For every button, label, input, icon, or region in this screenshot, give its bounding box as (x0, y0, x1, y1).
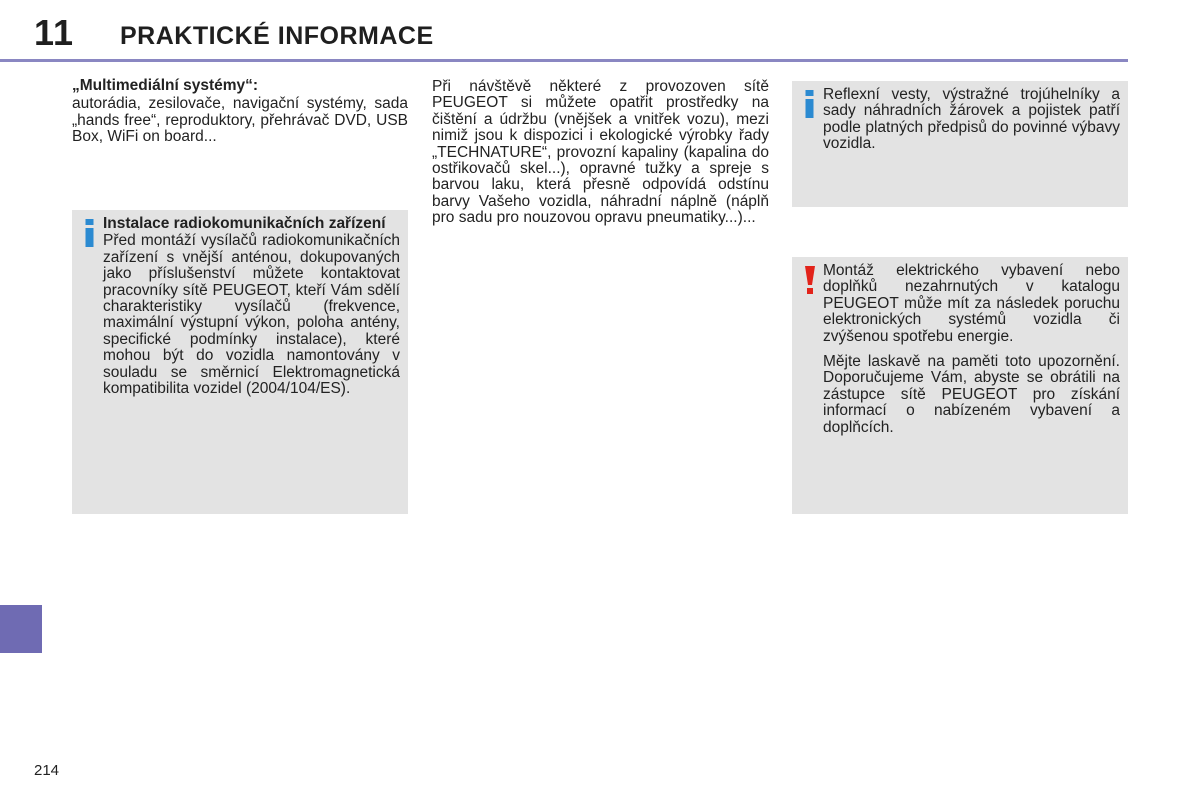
warning-box-body (823, 263, 1120, 436)
info-icon (82, 218, 98, 248)
multimedia-heading: „Multimediální systémy“: (72, 77, 259, 94)
info-box-vests-body (823, 87, 1120, 153)
info-box-radio-title: Instalace radiokomunikačních zařízení (103, 215, 386, 232)
header-rule (0, 59, 1128, 62)
chapter-title: PRAKTICKÉ INFORMACE (120, 22, 434, 50)
page-number: 214 (34, 762, 60, 779)
chapter-number: 11 (34, 12, 75, 53)
warning-paragraph-1: Montáž elektrického vybavení nebo doplňků nezahrnutých v katalogu PEUGEOT může mít za následek poruchu elektronických systémů vozidla či zvýšenou spotřebu energie. (823, 262, 1120, 345)
warning-paragraph-2: Mějte laskavě na paměti toto upozornění. Doporučujeme Vám, abyste se obrátili na zástupce sítě PEUGEOT pro získání informací o nabízeném vybavení a doplňcích. (823, 353, 1120, 436)
warning-icon (802, 265, 818, 295)
chapter-side-tab (0, 605, 42, 653)
warning-box (792, 257, 1128, 514)
info-box-vests (792, 81, 1128, 207)
column-multimedia (72, 78, 408, 146)
info-box-vests-text: Reflexní vesty, výstražné trojúhelníky a sady náhradních žárovek a pojistek patří podle platných předpisů do povinné výbavy vozidla. (823, 86, 1120, 153)
multimedia-text: autorádia, zesilovače, navigační systémy, sada „hands free“, reproduktory, přehrávač DVD, USB Box, WiFi on board... (72, 95, 408, 146)
info-box-radio-text: Před montáží vysílačů radiokomunikačních zařízení s vnější anténou, dokupovaných jako příslušenství můžete kontaktovat pracovníky sítě PEUGEOT, kteří Vám sdělí charakteristiky vysílačů (frekvence, maximální výstupní výkon, poloha antény, specifické podmínky instalace), které mohou být do vozidla namontovány v souladu se směrnicí Elektromagnetická kompatibilita vozidel (2004/104/ES). (103, 232, 400, 398)
accessories-text: Při návštěvě některé z provozoven sítě PEUGEOT si můžete opatřit prostředky na čištění a údržbu (vnějšek a vnitřek vozu), mezi nimiž jsou k dispozici i ekologické výrobky řady „TECHNATURE“, provozní kapaliny (kapalina do ostřikovačů skel...), opravné tužky a spreje s barvou laku, která přesně odpovídá odstínu barvy Vašeho vozidla, náhradní náplně (náplň pro sadu pro nouzovou opravu pneumatiky...)... (432, 78, 769, 227)
column-accessories (432, 79, 769, 227)
info-box-radio-body (103, 216, 400, 397)
info-box-radio (72, 210, 408, 514)
info-icon (802, 89, 818, 119)
